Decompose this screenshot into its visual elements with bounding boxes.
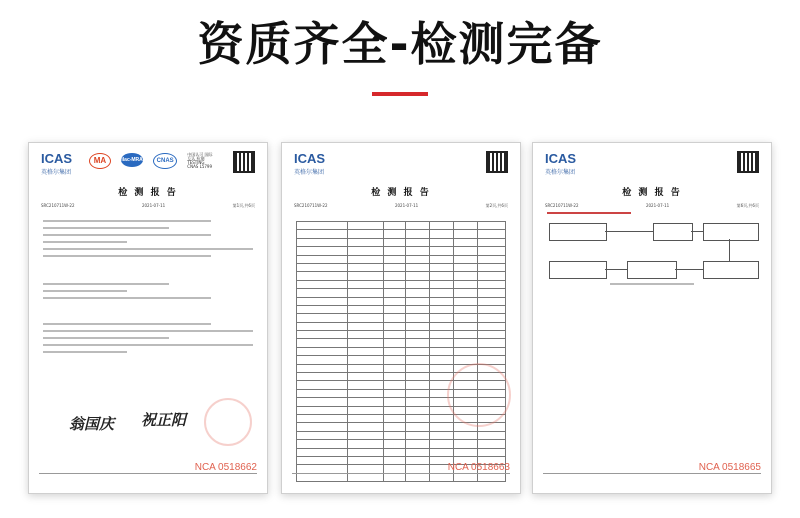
table-cell	[429, 289, 453, 297]
table-cell	[348, 339, 384, 347]
table-cell	[348, 347, 384, 355]
table-cell	[405, 406, 429, 414]
table-cell	[405, 263, 429, 271]
table-cell	[429, 272, 453, 280]
report-title: 检 测 报 告	[371, 188, 431, 198]
table-cell	[297, 356, 348, 364]
table-cell	[453, 230, 477, 238]
table-cell	[405, 297, 429, 305]
table-row	[297, 272, 506, 280]
ma-logo-icon: MA	[89, 153, 111, 169]
table-cell	[297, 373, 348, 381]
table-cell	[405, 230, 429, 238]
table-cell	[297, 414, 348, 422]
table-cell	[429, 414, 453, 422]
table-cell	[297, 456, 348, 464]
table-cell	[429, 431, 453, 439]
qr-code-icon	[486, 151, 508, 173]
table-cell	[297, 255, 348, 263]
table-cell	[348, 322, 384, 330]
table-cell	[383, 364, 405, 372]
table-cell	[478, 280, 506, 288]
flow-box	[627, 261, 677, 279]
table-cell	[429, 339, 453, 347]
table-cell	[429, 230, 453, 238]
table-cell	[453, 280, 477, 288]
qr-code-icon	[233, 151, 255, 173]
icas-logo: ICAS	[41, 151, 73, 166]
table-cell	[348, 247, 384, 255]
table-cell	[429, 238, 453, 246]
table-cell	[383, 305, 405, 313]
table-cell	[405, 222, 429, 230]
page-title: 资质齐全-检测完备	[197, 17, 603, 71]
table-cell	[453, 255, 477, 263]
table-cell	[478, 440, 506, 448]
table-cell	[383, 448, 405, 456]
table-cell	[405, 255, 429, 263]
table-cell	[478, 305, 506, 313]
table-row	[297, 347, 506, 355]
table-cell	[405, 364, 429, 372]
table-cell	[405, 272, 429, 280]
table-cell	[453, 339, 477, 347]
table-cell	[297, 448, 348, 456]
table-cell	[405, 314, 429, 322]
table-row	[297, 263, 506, 271]
table-cell	[297, 465, 348, 473]
flowchart-caption	[547, 207, 757, 219]
table-cell	[478, 322, 506, 330]
page-info: 第1页,共6页	[232, 203, 255, 208]
report-number: SRC210711W-22	[41, 203, 75, 208]
flow-arrow	[605, 269, 627, 270]
table-cell	[383, 238, 405, 246]
table-cell	[405, 347, 429, 355]
table-cell	[297, 247, 348, 255]
table-cell	[297, 263, 348, 271]
table-cell	[453, 222, 477, 230]
table-cell	[453, 289, 477, 297]
nca-number: NCA 0518662	[194, 462, 257, 473]
table-cell	[429, 222, 453, 230]
table-cell	[453, 305, 477, 313]
table-cell	[478, 222, 506, 230]
table-cell	[478, 263, 506, 271]
table-cell	[348, 431, 384, 439]
table-cell	[383, 230, 405, 238]
table-cell	[297, 280, 348, 288]
table-row	[297, 431, 506, 439]
table-cell	[297, 398, 348, 406]
table-cell	[383, 398, 405, 406]
table-cell	[383, 347, 405, 355]
table-cell	[478, 431, 506, 439]
table-cell	[405, 305, 429, 313]
table-cell	[383, 222, 405, 230]
table-cell	[405, 440, 429, 448]
table-cell	[383, 406, 405, 414]
table-cell	[383, 389, 405, 397]
table-cell	[453, 247, 477, 255]
report-body-text	[43, 215, 253, 358]
table-cell	[429, 255, 453, 263]
table-cell	[429, 263, 453, 271]
table-cell	[297, 222, 348, 230]
report-date: 2021-07-11	[645, 203, 670, 208]
report-meta	[41, 203, 255, 209]
icas-logo: ICAS	[294, 151, 326, 166]
table-cell	[453, 322, 477, 330]
table-cell	[383, 331, 405, 339]
table-cell	[348, 364, 384, 372]
table-cell	[405, 331, 429, 339]
table-cell	[405, 456, 429, 464]
table-cell	[348, 305, 384, 313]
table-row	[297, 222, 506, 230]
table-cell	[348, 465, 384, 473]
report-title: 检 测 报 告	[118, 188, 178, 198]
page-info: 第6页,共6页	[736, 203, 759, 208]
flow-arrow	[691, 231, 703, 232]
table-cell	[405, 448, 429, 456]
table-cell	[478, 339, 506, 347]
table-row	[297, 247, 506, 255]
table-cell	[405, 465, 429, 473]
icas-subtitle: 英格尔集团	[294, 169, 325, 176]
table-row	[297, 440, 506, 448]
report-page-3	[532, 142, 772, 494]
table-cell	[348, 356, 384, 364]
table-cell	[429, 305, 453, 313]
table-cell	[429, 280, 453, 288]
table-cell	[383, 255, 405, 263]
table-cell	[297, 230, 348, 238]
table-row	[297, 297, 506, 305]
table-cell	[383, 322, 405, 330]
table-row	[297, 230, 506, 238]
table-cell	[348, 456, 384, 464]
table-cell	[453, 297, 477, 305]
table-cell	[348, 222, 384, 230]
table-cell	[348, 289, 384, 297]
table-cell	[478, 255, 506, 263]
icas-logo: ICAS	[545, 151, 577, 166]
nca-number: NCA 0518665	[698, 462, 761, 473]
table-cell	[383, 263, 405, 271]
qr-code-icon	[737, 151, 759, 173]
seal-stamp-icon	[204, 398, 252, 446]
table-cell	[348, 448, 384, 456]
table-cell	[297, 272, 348, 280]
table-cell	[383, 289, 405, 297]
report-number: SRC210711W-22	[545, 203, 579, 208]
table-cell	[297, 423, 348, 431]
flow-arrow	[729, 239, 730, 261]
table-cell	[478, 448, 506, 456]
table-cell	[383, 381, 405, 389]
table-row	[297, 339, 506, 347]
table-cell	[383, 356, 405, 364]
table-cell	[453, 431, 477, 439]
table-cell	[405, 322, 429, 330]
report-footer	[39, 473, 257, 487]
table-cell	[348, 297, 384, 305]
table-cell	[429, 331, 453, 339]
table-cell	[429, 314, 453, 322]
table-cell	[478, 347, 506, 355]
table-row	[297, 322, 506, 330]
report-header	[294, 151, 508, 181]
table-cell	[297, 322, 348, 330]
report-footer	[543, 473, 761, 487]
table-cell	[453, 347, 477, 355]
table-cell	[383, 456, 405, 464]
table-cell	[478, 230, 506, 238]
cnas-logo-icon: CNAS	[153, 153, 177, 169]
table-cell	[405, 398, 429, 406]
table-cell	[297, 305, 348, 313]
table-cell	[453, 314, 477, 322]
ilac-mra-logo-icon: ilac-MRA	[121, 153, 143, 167]
table-cell	[453, 238, 477, 246]
table-cell	[478, 247, 506, 255]
flow-box	[549, 223, 607, 241]
table-cell	[405, 414, 429, 422]
report-number: SRC210711W-22	[294, 203, 328, 208]
end-note	[547, 283, 757, 285]
table-cell	[453, 440, 477, 448]
table-cell	[383, 373, 405, 381]
table-cell	[297, 339, 348, 347]
table-cell	[348, 373, 384, 381]
table-cell	[348, 280, 384, 288]
table-cell	[405, 423, 429, 431]
table-cell	[405, 289, 429, 297]
report-meta	[294, 203, 508, 209]
table-cell	[429, 347, 453, 355]
table-cell	[383, 414, 405, 422]
table-cell	[478, 272, 506, 280]
table-cell	[405, 356, 429, 364]
table-cell	[383, 423, 405, 431]
icas-subtitle: 英格尔集团	[41, 169, 72, 176]
page-info: 第2页,共6页	[485, 203, 508, 208]
seal-stamp-icon	[447, 363, 511, 427]
table-cell	[405, 339, 429, 347]
table-cell	[348, 272, 384, 280]
table-row	[297, 331, 506, 339]
table-cell	[348, 331, 384, 339]
table-cell	[297, 406, 348, 414]
report-date: 2021-07-11	[141, 203, 166, 208]
report-page-1	[28, 142, 268, 494]
cnas-caption: 中国认可 国际互认 检测 TESTING CNAS L5799	[187, 152, 213, 169]
table-cell	[297, 331, 348, 339]
report-header	[545, 151, 759, 181]
table-cell	[383, 297, 405, 305]
table-cell	[453, 263, 477, 271]
table-cell	[405, 431, 429, 439]
table-cell	[429, 247, 453, 255]
table-cell	[383, 440, 405, 448]
table-row	[297, 289, 506, 297]
flow-arrow	[605, 231, 653, 232]
flow-box	[703, 261, 759, 279]
table-cell	[405, 381, 429, 389]
table-cell	[429, 356, 453, 364]
table-cell	[383, 314, 405, 322]
table-cell	[453, 448, 477, 456]
table-cell	[405, 389, 429, 397]
title-underline	[372, 92, 428, 96]
accreditation-logos	[89, 153, 218, 172]
table-row	[297, 255, 506, 263]
table-cell	[478, 297, 506, 305]
table-cell	[429, 423, 453, 431]
table-cell	[478, 289, 506, 297]
table-row	[297, 280, 506, 288]
table-cell	[405, 247, 429, 255]
table-cell	[348, 238, 384, 246]
table-cell	[453, 272, 477, 280]
table-cell	[297, 381, 348, 389]
table-cell	[429, 448, 453, 456]
table-cell	[297, 238, 348, 246]
table-cell	[383, 465, 405, 473]
table-cell	[297, 389, 348, 397]
report-footer	[292, 473, 510, 487]
table-cell	[348, 440, 384, 448]
table-cell	[348, 398, 384, 406]
table-cell	[405, 373, 429, 381]
table-cell	[429, 440, 453, 448]
table-cell	[348, 414, 384, 422]
flow-box	[653, 223, 693, 241]
flow-box	[549, 261, 607, 279]
table-cell	[429, 322, 453, 330]
table-cell	[297, 364, 348, 372]
table-cell	[383, 272, 405, 280]
table-cell	[405, 280, 429, 288]
icas-subtitle: 英格尔集团	[545, 169, 576, 176]
table-cell	[478, 238, 506, 246]
table-cell	[348, 406, 384, 414]
table-cell	[478, 331, 506, 339]
table-cell	[383, 280, 405, 288]
table-cell	[297, 297, 348, 305]
table-row	[297, 314, 506, 322]
table-cell	[297, 289, 348, 297]
flow-arrow	[675, 269, 703, 270]
table-row	[297, 448, 506, 456]
table-cell	[297, 347, 348, 355]
table-cell	[348, 263, 384, 271]
table-cell	[478, 314, 506, 322]
table-cell	[429, 297, 453, 305]
table-cell	[348, 314, 384, 322]
signature-1: 翁国庆	[69, 415, 115, 433]
report-page-2	[281, 142, 521, 494]
results-table	[296, 221, 506, 482]
report-title: 检 测 报 告	[622, 188, 682, 198]
table-cell	[297, 440, 348, 448]
report-header	[41, 151, 255, 181]
flow-box	[703, 223, 759, 241]
table-cell	[297, 314, 348, 322]
table-cell	[297, 431, 348, 439]
report-date: 2021-07-11	[394, 203, 419, 208]
signature-2: 祝正阳	[141, 411, 187, 429]
table-cell	[453, 331, 477, 339]
table-cell	[348, 230, 384, 238]
table-cell	[348, 255, 384, 263]
table-cell	[429, 364, 453, 372]
table-cell	[383, 431, 405, 439]
table-cell	[405, 238, 429, 246]
table-row	[297, 305, 506, 313]
table-row	[297, 238, 506, 246]
table-cell	[348, 381, 384, 389]
table-cell	[383, 339, 405, 347]
table-cell	[348, 389, 384, 397]
table-cell	[383, 247, 405, 255]
nca-number: NCA 0518663	[447, 462, 510, 473]
table-cell	[348, 423, 384, 431]
